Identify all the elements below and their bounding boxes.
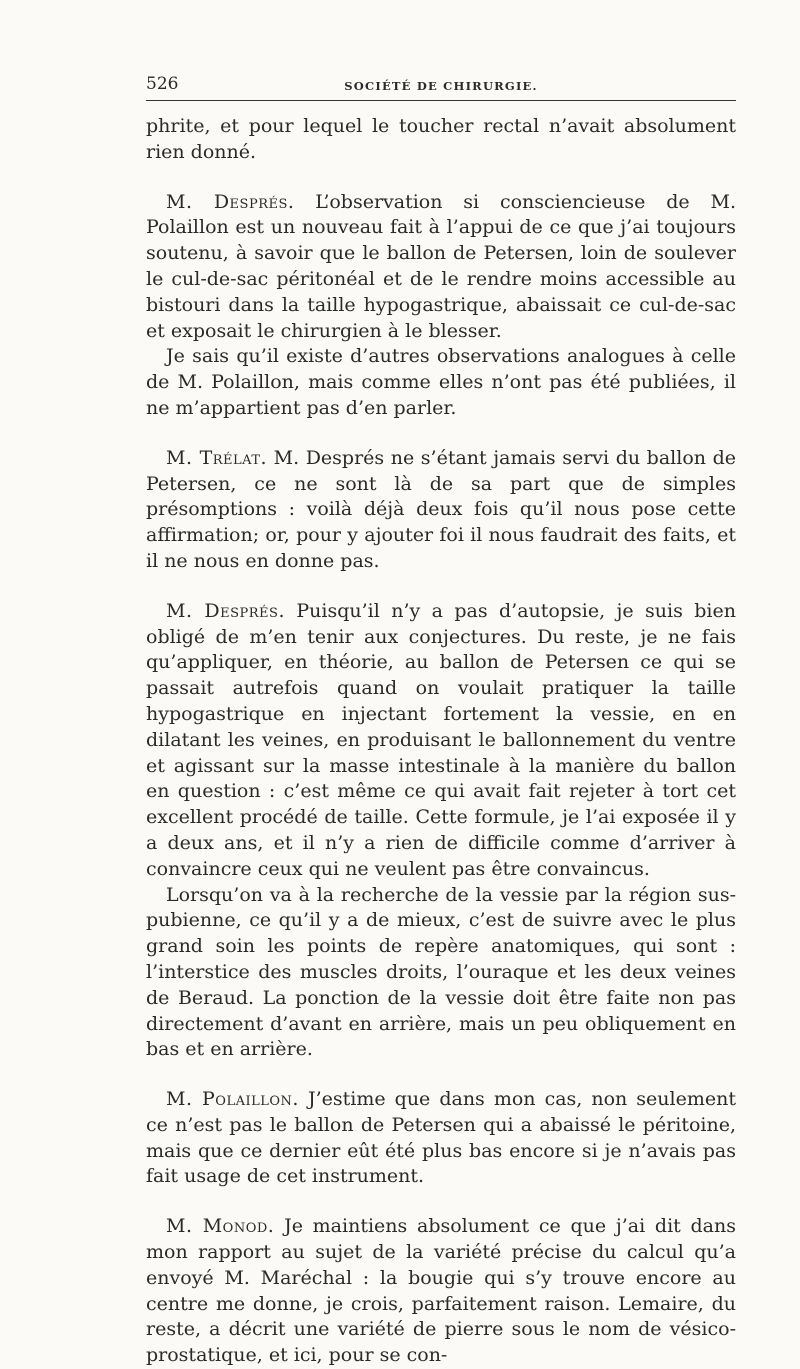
journal-title: SOCIÉTÉ DE CHIRURGIE. [344, 79, 538, 93]
paragraph-monod [146, 1214, 736, 1369]
paragraph-text: phrite, et pour lequel le toucher rectal n’avait absolument rien donné. [146, 115, 736, 163]
paragraph-trelat [146, 446, 736, 575]
paragraph-polaillon [146, 1087, 736, 1190]
paragraph-despres-1 [146, 190, 736, 345]
paragraph-text: L’observation si consciencieuse de M. Polaillon est un nouveau fait à l’appui de ce que j’ai toujours soutenu, à savoir que le ballon de Petersen, loin de soulever le cul-de-sac péritonéal et de le rendre moins accessible au bistouri dans la taille hypogastrique, abaissait ce cul-de-sac et exposait le chirurgien à le blesser. [146, 190, 736, 342]
paragraph-continuation [146, 114, 736, 166]
speaker-name: M. Polaillon. [166, 1088, 299, 1111]
header-rule [146, 100, 736, 101]
speaker-name: M. Trélat. [166, 446, 268, 469]
paragraph-text: Je maintiens absolument ce que j’ai dit dans mon rapport au sujet de la variété précise du calcul qu’a envoyé M. Maréchal : la bougie qui s’y trouve encore au centre me donne, je crois, parfaitement raison. Lemaire, du reste, a décrit une variété de pierre sous le nom de vésico-prostatique, et ici, pour se con- [146, 1215, 736, 1367]
speaker-name: M. Després. [166, 190, 295, 213]
page-body [146, 74, 736, 1369]
speaker-name: M. Monod. [166, 1215, 275, 1238]
page-number: 526 [146, 74, 179, 94]
paragraph-despres-3 [146, 599, 736, 883]
paragraph-despres-2 [146, 344, 736, 421]
paragraph-text: Je sais qu’il existe d’autres observations analogues à celle de M. Polaillon, mais comme elles n’ont pas été publiées, il ne m’appartient pas d’en parler. [146, 345, 736, 419]
paragraph-text: M. Després ne s’étant jamais servi du ballon de Petersen, ce ne sont là de sa part que de simples présomptions : voilà déjà deux fois qu’il nous pose cette affirmation; or, pour y ajouter foi il nous faudrait des faits, et il ne nous en donne pas. [146, 446, 736, 572]
paragraph-despres-4 [146, 883, 736, 1064]
speaker-name: M. Després. [166, 599, 285, 622]
paragraph-text: J’estime que dans mon cas, non seulement ce n’est pas le ballon de Petersen qui a abaissé le péritoine, mais que ce dernier eût été plus bas encore si je n’avais pas fait usage de cet instrument. [146, 1088, 736, 1188]
paragraph-text: Lorsqu’on va à la recherche de la vessie par la région sus-pubienne, ce qu’il y a de mieux, c’est de suivre avec le plus grand soin les points de repère anatomiques, qui sont : l’interstice des muscles droits, l’ouraque et les deux veines de Beraud. La ponction de la vessie doit être faite non pas directement d’avant en arrière, mais un peu obliquement en bas et en arrière. [146, 883, 736, 1061]
paragraph-text: Puisqu’il n’y a pas d’autopsie, je suis bien obligé de m’en tenir aux conjectures. Du reste, je ne fais qu’appliquer, en théorie, au ballon de Petersen ce qui se passait autrefois quand on voulait pratiquer la taille hypogastrique en injectant fortement la vessie, en en dilatant les veines, en produisant le ballonnement du ventre et agissant sur la masse intestinale à la manière du ballon en question : c’est même ce qui avait fait rejeter à tort cet excellent procédé de taille. Cette formule, je l’ai exposée il y a deux ans, et il n’y a rien de difficile comme d’arriver à convaincre ceux qui ne veulent pas être convaincus. [146, 599, 736, 880]
running-head [146, 74, 736, 100]
